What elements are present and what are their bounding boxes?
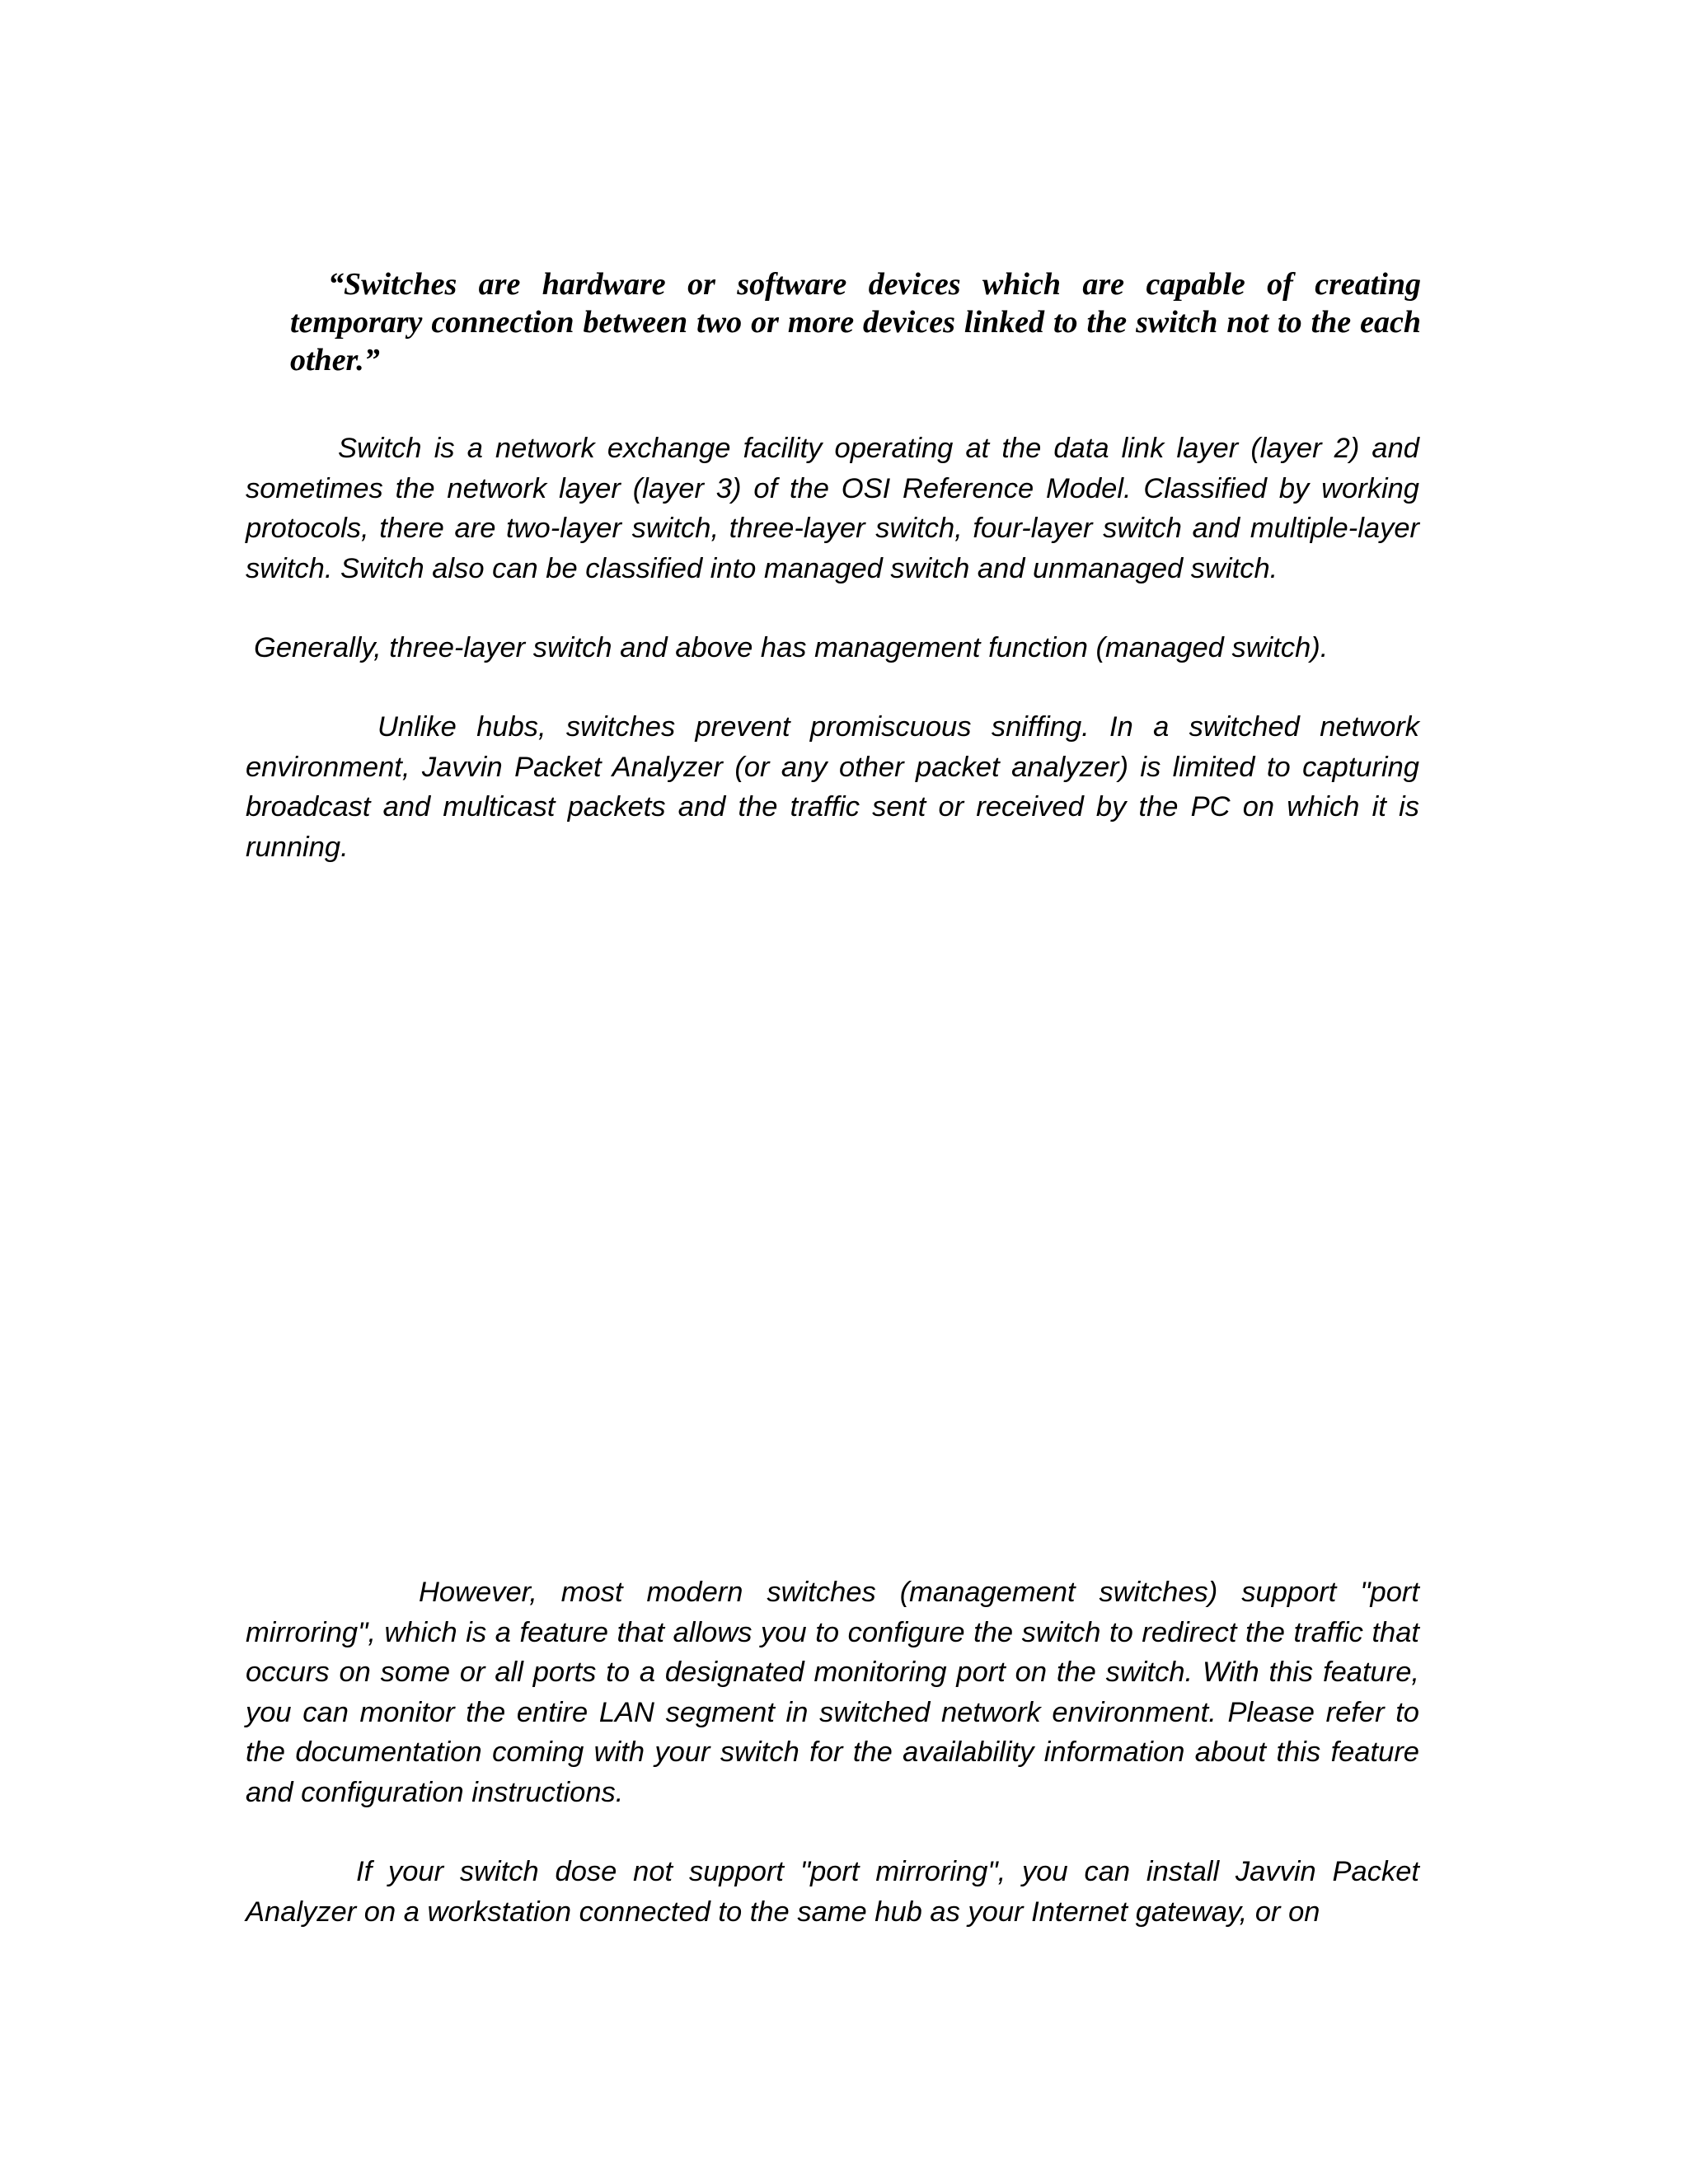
paragraph-alternative: If your switch dose not support "port mirroring", you can install Javvin Packet Analyzer on a workstation connected to the same hub as your Internet gateway, or on <box>246 1856 1419 1928</box>
paragraph-port-mirroring: However, most modern switches (management switches) support "port mirroring", which is a feature that allows you to configure the switch to redirect the traffic that occurs on some or all ports to a designated monitoring port on the switch. With this feature, you can monitor the entire LAN segment in switched network environment. Please refer to the documentation coming with your switch for the availability information about this feature and configuration instructions. <box>246 1577 1419 1808</box>
paragraph-switch-layers: Switch is a network exchange facility operating at the data link layer (layer 2) and sometimes the network layer (layer 3) of the OSI Reference Model. Classified by working protocols, there are two-layer switch, three-layer switch, four-layer switch and multiple-layer switch. Switch also can be classified into managed switch and unmanaged switch. <box>246 433 1419 584</box>
switch-definition-quote: “Switches are hardware or software devices which are capable of creating temporary connection between two or more devices linked to the switch not to the each other.” <box>290 267 1421 377</box>
paragraph-managed-switch: Generally, three-layer switch and above has management function (managed switch). <box>254 632 1329 663</box>
paragraph-sniffing: Unlike hubs, switches prevent promiscuous sniffing. In a switched network environment, Javvin Packet Analyzer (or any other packet analyzer) is limited to capturing broadcast and multicast packets and the traffic sent or received by the PC on which it is running. <box>246 711 1419 863</box>
switch-network-diagram <box>429 956 1170 1483</box>
